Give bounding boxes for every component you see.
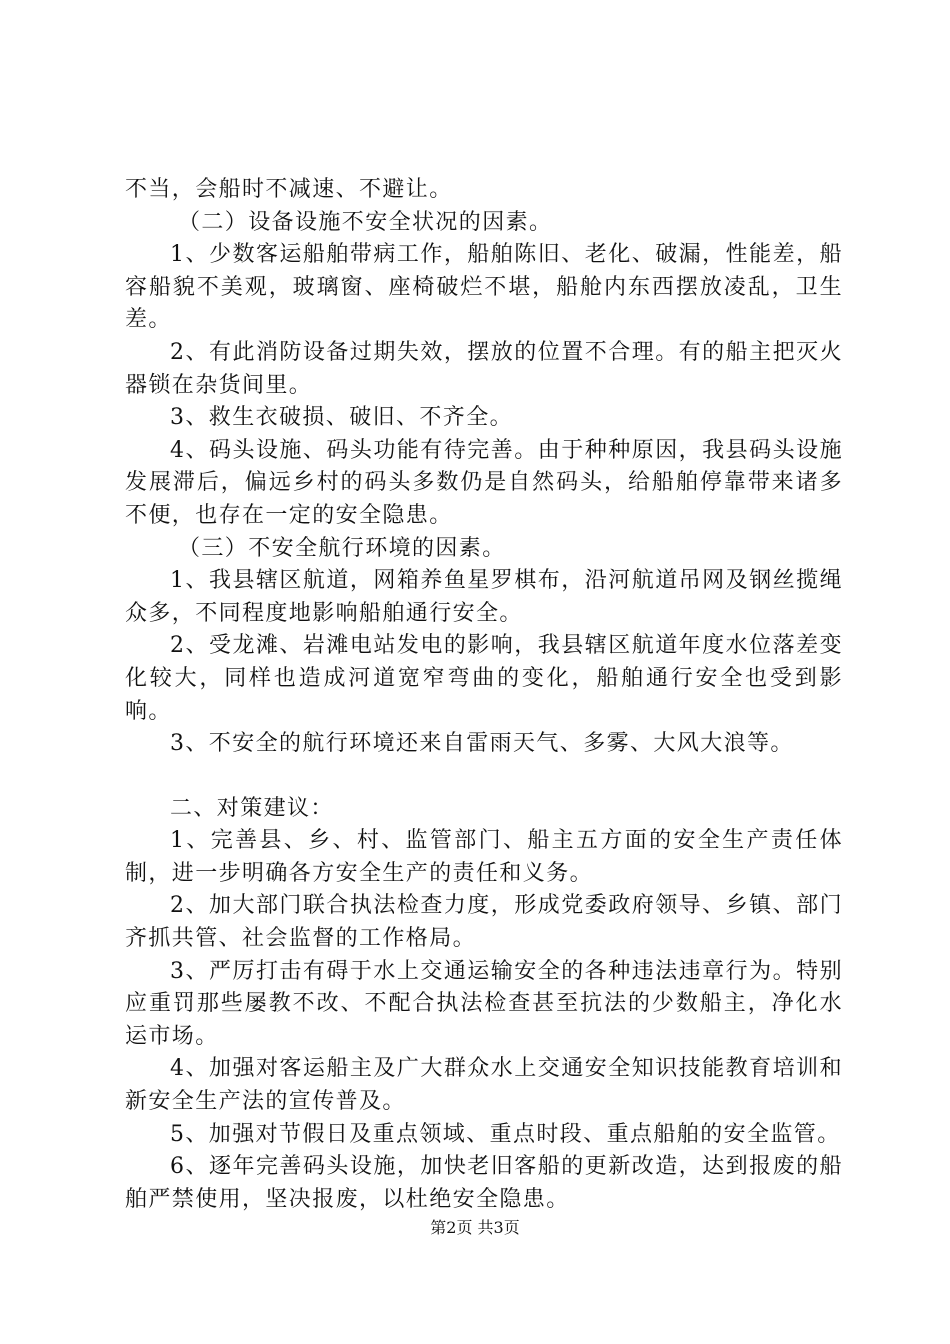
paragraph-equipment-4: 4、码头设施、码头功能有待完善。由于种种原因，我县码头设施发展滞后，偏远乡村的码头多数仍是自然码头，给船舶停靠带来诸多不便，也存在一定的安全隐患。 <box>125 437 843 528</box>
page-number-footer: 第2页 共3页 <box>430 1218 520 1237</box>
section-heading-environment: （三）不安全航行环境的因素。 <box>178 535 506 561</box>
paragraph-continuation: 不当，会船时不减速、不避让。 <box>125 177 453 202</box>
paragraph-suggestion-3: 3、严厉打击有碍于水上交通运输安全的各种违法违章行为。特别应重罚那些屡教不改、不配合执法检查甚至抗法的少数船主，净化水运市场。 <box>125 958 843 1049</box>
section-heading-suggestions: 二、对策建议： <box>170 795 334 821</box>
paragraph-environment-2: 2、受龙滩、岩滩电站发电的影响，我县辖区航道年度水位落差变化较大，同样也造成河道宽窄弯曲的变化，船舶通行安全也受到影响。 <box>125 633 843 724</box>
paragraph-equipment-2: 2、有此消防设备过期失效，摆放的位置不合理。有的船主把灭火器锁在杂货间里。 <box>125 339 843 398</box>
paragraph-equipment-3: 3、救生衣破损、破旧、不齐全。 <box>170 405 513 431</box>
paragraph-environment-3: 3、不安全的航行环境还来自雷雨天气、多雾、大风大浪等。 <box>170 731 794 757</box>
paragraph-equipment-1: 1、少数客运船舶带病工作，船舶陈旧、老化、破漏，性能差，船容船貌不美观，玻璃窗、座椅破烂不堪，船舱内东西摆放凌乱，卫生差。 <box>125 242 843 333</box>
paragraph-suggestion-5: 5、加强对节假日及重点领域、重点时段、重点船舶的安全监管。 <box>170 1121 841 1147</box>
paragraph-suggestion-1: 1、完善县、乡、村、监管部门、船主五方面的安全生产责任体制，进一步明确各方安全生产的责任和义务。 <box>125 828 843 886</box>
paragraph-suggestion-6: 6、逐年完善码头设施，加快老旧客船的更新改造，达到报废的船舶严禁使用，坚决报废，以杜绝安全隐患。 <box>125 1154 843 1212</box>
paragraph-suggestion-2: 2、加大部门联合执法检查力度，形成党委政府领导、乡镇、部门齐抓共管、社会监督的工作格局。 <box>125 893 843 952</box>
section-heading-equipment: （二）设备设施不安全状况的因素。 <box>178 209 553 235</box>
paragraph-suggestion-4: 4、加强对客运船主及广大群众水上交通安全知识技能教育培训和新安全生产法的宣传普及。 <box>125 1056 843 1115</box>
document-body <box>125 174 843 1216</box>
paragraph-environment-1: 1、我县辖区航道，网箱养鱼星罗棋布，沿河航道吊网及钢丝揽绳众多，不同程度地影响船舶通行安全。 <box>125 568 843 626</box>
